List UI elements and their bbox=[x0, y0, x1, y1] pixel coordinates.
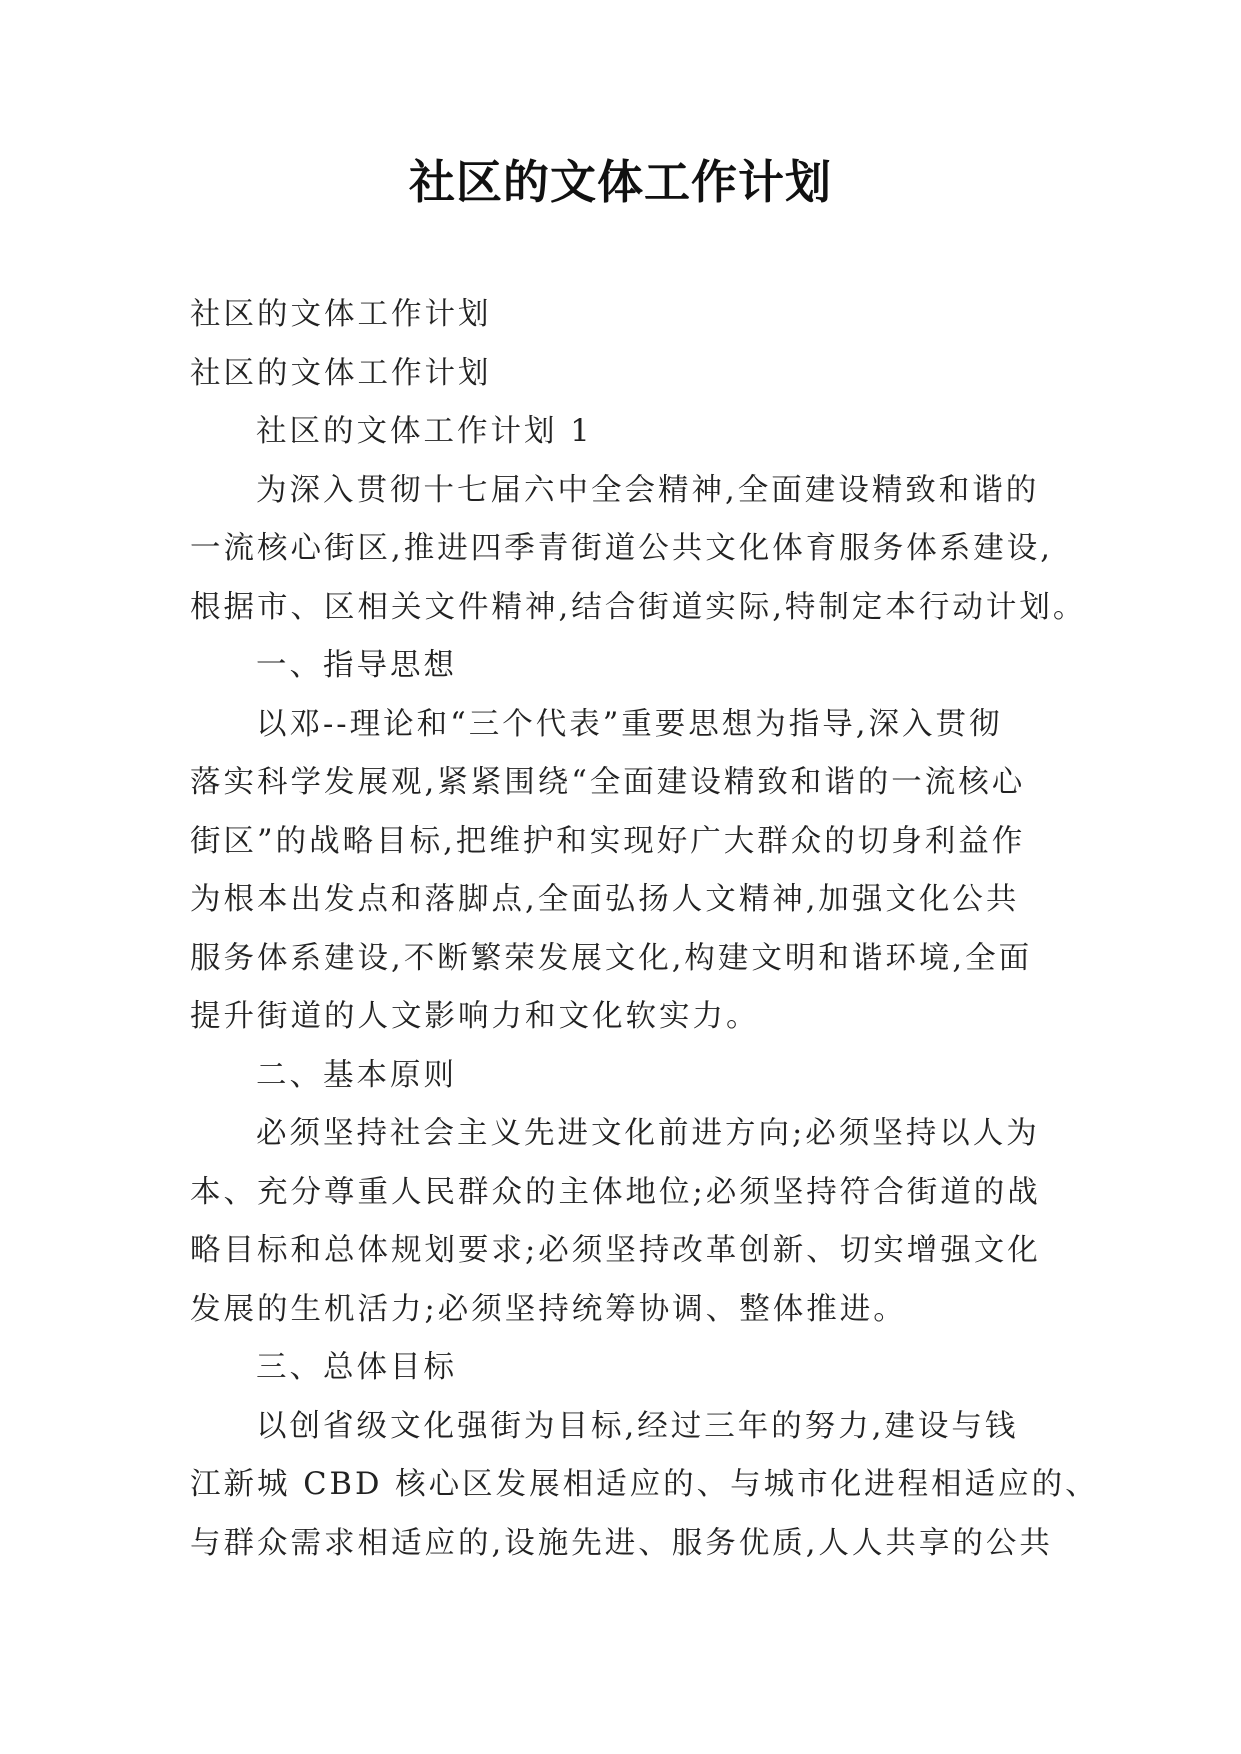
document-body bbox=[190, 286, 1099, 1573]
text-line: 三、总体目标 bbox=[256, 1350, 457, 1385]
text-line: 为根本出发点和落脚点,全面弘扬人文精神,加强文化公共 bbox=[190, 882, 1020, 917]
text-line: 为深入贯彻十七届六中全会精神,全面建设精致和谐的 bbox=[256, 472, 1040, 508]
text-line: 发展的生机活力;必须坚持统筹协调、整体推进。 bbox=[190, 1291, 907, 1327]
text-line: 社区的文体工作计划 bbox=[190, 297, 492, 332]
text-line: 以创省级文化强街为目标,经过三年的努力,建设与钱 bbox=[256, 1408, 1019, 1444]
text-line: 根据市、区相关文件精神,结合街道实际,特制定本行动计划。 bbox=[190, 589, 1087, 625]
text-line: 略目标和总体规划要求;必须坚持改革创新、切实增强文化 bbox=[190, 1233, 1041, 1268]
text-line: 与群众需求相适应的,设施先进、服务优质,人人共享的公共 bbox=[190, 1525, 1053, 1561]
text-line: 二、基本原则 bbox=[256, 1057, 457, 1093]
text-line: 以邓--理论和“三个代表”重要思想为指导,深入贯彻 bbox=[256, 706, 1003, 742]
text-line: 一、指导思想 bbox=[256, 648, 457, 683]
text-line: 街区”的战略目标,把维护和实现好广大群众的切身利益作 bbox=[190, 823, 1026, 859]
text-line: 服务体系建设,不断繁荣发展文化,构建文明和谐环境,全面 bbox=[190, 940, 1033, 976]
text-line: 一流核心街区,推进四季青街道公共文化体育服务体系建设, bbox=[190, 531, 1053, 566]
text-line: 社区的文体工作计划 1 bbox=[256, 414, 593, 449]
text-line: 本、充分尊重人民群众的主体地位;必须坚持符合街道的战 bbox=[190, 1174, 1041, 1210]
document-title: 社区的文体工作计划 bbox=[409, 155, 832, 209]
text-line: 江新城 CBD 核心区发展相适应的、与城市化进程相适应的、 bbox=[190, 1467, 1099, 1502]
text-line: 提升街道的人文影响力和文化软实力。 bbox=[190, 999, 760, 1034]
text-line: 必须坚持社会主义先进文化前进方向;必须坚持以人为 bbox=[256, 1116, 1040, 1151]
text-line: 落实科学发展观,紧紧围绕“全面建设精致和谐的一流核心 bbox=[190, 765, 1026, 800]
text-line: 社区的文体工作计划 bbox=[190, 355, 492, 391]
